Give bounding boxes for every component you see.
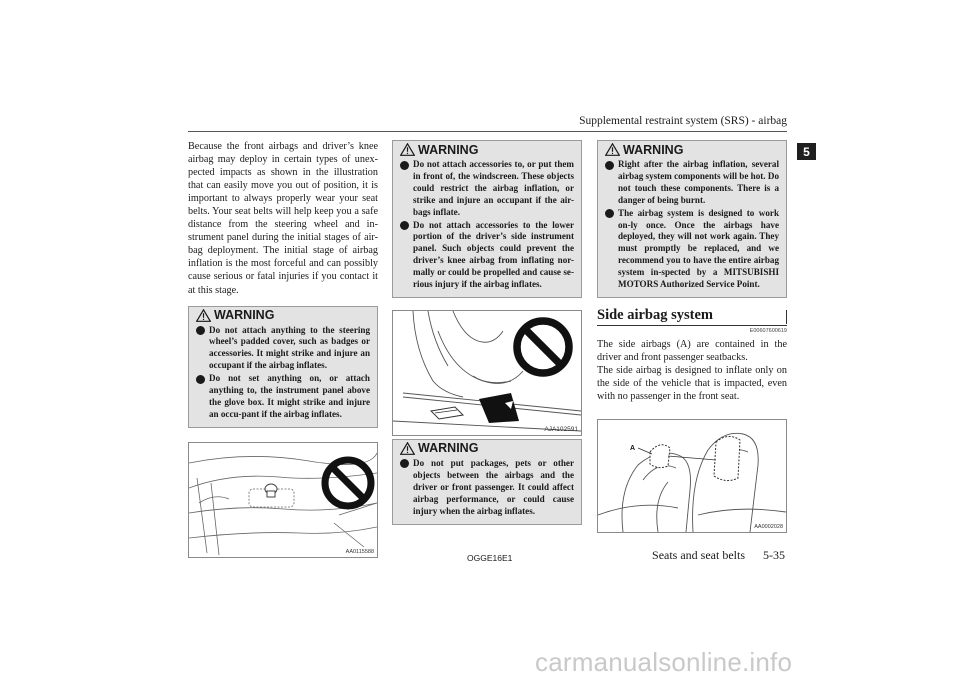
- warning-label: WARNING: [623, 142, 684, 157]
- bullet-icon: [400, 459, 409, 468]
- warning-label: WARNING: [418, 441, 479, 456]
- warning-item-text: Right after the airbag inflation, several airbag system components will be hot. Do not touch these components. There is a danger of being burnt.: [618, 159, 779, 205]
- prohibition-icon: [517, 321, 569, 373]
- section-ref-code: E00607600619: [749, 327, 787, 334]
- section-title-text: Side airbag system: [597, 306, 713, 323]
- header-rule: [188, 131, 787, 132]
- section-title: [597, 307, 787, 326]
- warning-triangle-icon: [605, 143, 620, 156]
- warning-triangle-icon: [400, 442, 415, 455]
- bullet-icon: [196, 326, 205, 335]
- warning-label: WARNING: [214, 308, 275, 323]
- warning-header: [196, 307, 370, 324]
- section-title-rule: [717, 310, 787, 324]
- figure-instrument-panel: [188, 442, 378, 558]
- intro-paragraph: Because the front airbags and driver’s knee airbag may deploy in certain types of unex-pected impacts as shown in the illustration that can easily move you out of position, it is important to always properly wear your seat belts. Your seat belts will help keep you a safe distance from the steering wheel and in-strument panel during the initial stages of air-bag deployment. The initial stage of airbag inflation is the most forceful and can possibly cause serious or fatal injuries if you contact it at this stage.: [188, 141, 378, 296]
- warning-item: [605, 208, 779, 291]
- knee-panel-illustration: [393, 311, 581, 435]
- bullet-icon: [400, 221, 409, 230]
- bullet-icon: [400, 161, 409, 170]
- figure-side-airbag-seat: [597, 419, 787, 533]
- page-footer: [652, 548, 785, 563]
- warning-triangle-icon: [400, 143, 415, 156]
- figure-code: AJA102591: [544, 425, 578, 433]
- warning-box-windscreen: [392, 140, 582, 298]
- warning-header: [400, 440, 574, 457]
- column-middle: [392, 140, 582, 525]
- side-airbag-paragraph-1: The side airbags (A) are contained in the driver and front passenger seatbacks.: [597, 338, 787, 364]
- chapter-tab: 5: [797, 143, 816, 160]
- seat-label-a: A: [630, 445, 636, 453]
- warning-item: [400, 458, 574, 518]
- column-right: [597, 140, 787, 533]
- column-left: [188, 140, 378, 558]
- warning-item-text: Do not attach accessories to, or put them in front of, the windscreen. These objects could restrict the airbag inflation, or strike and injure an occupant if the air-bags inflate.: [413, 159, 574, 217]
- warning-header: [400, 141, 574, 158]
- warning-box-hot-components: [597, 140, 787, 298]
- bullet-icon: [196, 375, 205, 384]
- warning-item: [196, 373, 370, 421]
- document-code: OGGE16E1: [467, 553, 513, 563]
- warning-item: [196, 325, 370, 373]
- watermark: carmanualsonline.info: [535, 647, 793, 677]
- figure-knee-panel: [392, 310, 582, 436]
- warning-triangle-icon: [196, 309, 211, 322]
- seat-illustration: [598, 420, 786, 532]
- footer-section-name: Seats and seat belts: [652, 548, 745, 562]
- bullet-icon: [605, 209, 614, 218]
- instrument-panel-illustration: [189, 443, 377, 557]
- warning-item: [605, 159, 779, 207]
- warning-header: [605, 141, 779, 158]
- warning-label: WARNING: [418, 142, 479, 157]
- page-number: 5-35: [763, 548, 785, 562]
- figure-code: AA0115588: [345, 548, 374, 555]
- side-airbag-paragraph-2: The side airbag is designed to inflate only on the side of the vehicle that is impacted, even with no passenger in the front seat.: [597, 365, 787, 403]
- warning-item-text: Do not attach anything to the steering wheel’s padded cover, such as badges or accessories. It might strike and injure an occupant if the airbag inflates.: [209, 324, 370, 371]
- warning-box-steering: [188, 306, 378, 428]
- warning-item: [400, 220, 574, 291]
- page-header-title: Supplemental restraint system (SRS) - airbag: [579, 115, 787, 127]
- warning-item-text: Do not set anything on, or attach anything to, the instrument panel above the glove box. It might strike and injure an occu-pant if the airbag inflates.: [209, 373, 370, 419]
- bullet-icon: [605, 161, 614, 170]
- warning-box-packages: [392, 439, 582, 525]
- warning-item-text: Do not attach accessories to the lower portion of the driver’s side instrument panel. Such objects could prevent the driver’s knee airbag from inflating nor-mally or could be propelled and cause se-rious injury if the airbag inflates.: [413, 219, 574, 290]
- warning-item-text: The airbag system is designed to work on-ly once. Once the airbags have deployed, they will not work again. They must promptly be replaced, and we recommend you to have the entire airbag system in-spected by a MITSUBISHI MOTORS Authorized Service Point.: [618, 207, 779, 290]
- warning-item: [400, 159, 574, 219]
- prohibition-icon: [325, 460, 371, 506]
- warning-item-text: Do not put packages, pets or other objects between the airbags and the driver or front passenger. It could affect airbag performance, or could cause injury when the airbag inflates.: [413, 457, 574, 516]
- figure-code: AA0002028: [754, 524, 783, 531]
